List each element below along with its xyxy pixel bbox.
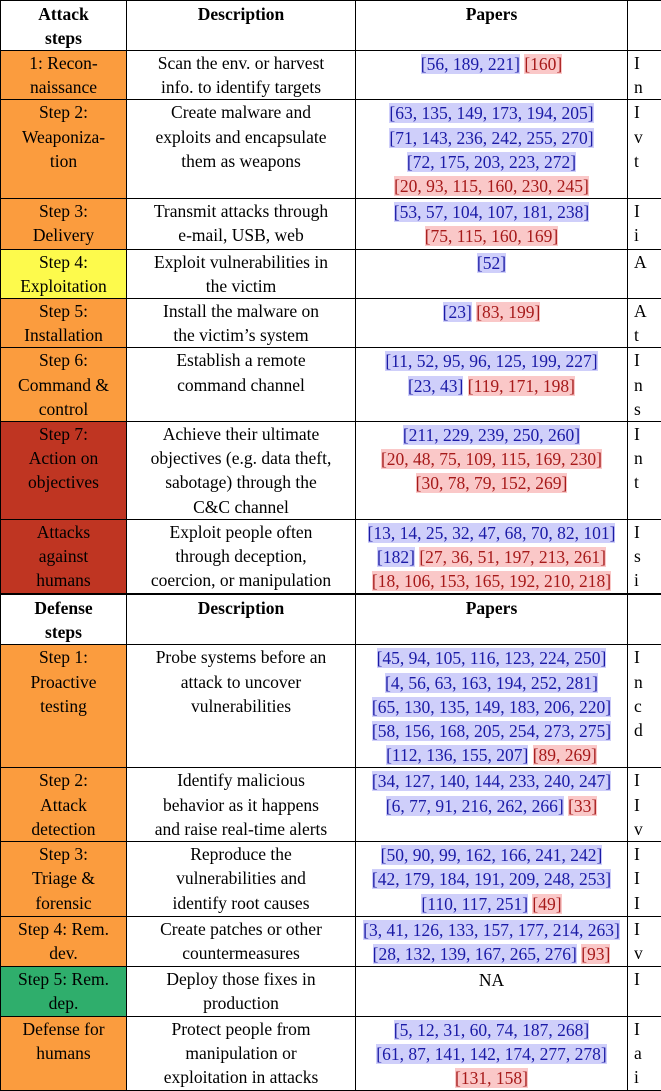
defense-papers-cell <box>356 1016 628 1091</box>
attack-description-line: the victim’s system <box>173 325 309 346</box>
attack-papers-header: Papers <box>356 1 628 51</box>
attack-step-cell <box>1 199 127 249</box>
attack-step-label: tion <box>49 150 78 171</box>
clipped-text: n <box>634 448 643 469</box>
citation-group[interactable]: [34, 127, 140, 144, 233, 240, 247] <box>371 771 612 792</box>
defense-step-cell <box>1 916 127 966</box>
attack-steps-header-label: Attack steps <box>38 4 89 48</box>
attack-step-cell <box>1 299 127 348</box>
papers-line <box>356 892 627 916</box>
citation-group[interactable]: [119, 171, 198] <box>467 375 576 396</box>
defense-description-header: Description <box>127 594 356 645</box>
attack-row <box>1 199 661 249</box>
attack-description-line: them as weapons <box>181 150 301 171</box>
attack-step-label: Step 2: <box>38 102 89 123</box>
defense-clipped-cell <box>628 967 661 1016</box>
defense-step-cell <box>1 1016 127 1091</box>
attack-clipped-cell <box>628 348 661 422</box>
attack-description-line: coercion, or manipulation <box>150 570 332 591</box>
papers-line <box>356 843 627 867</box>
defense-description-cell <box>127 916 356 966</box>
attack-description-line: command channel <box>177 374 305 395</box>
citation-group[interactable]: [6, 77, 91, 216, 262, 266] <box>385 795 564 816</box>
attack-clipped-cell <box>628 422 661 520</box>
defense-papers-cell <box>356 967 628 1016</box>
papers-line <box>356 968 627 992</box>
clipped-text: I <box>634 201 640 222</box>
clipped-text: n <box>634 374 643 395</box>
attack-papers-cell <box>356 348 628 422</box>
attack-step-cell <box>1 249 127 298</box>
defense-step-label: Attack <box>40 794 87 815</box>
attack-description-line: the victim <box>205 275 277 296</box>
defense-step-label: Step 2: <box>38 770 89 791</box>
defense-description-line: and raise real-time alerts <box>154 818 328 839</box>
attack-step-cell <box>1 348 127 422</box>
papers-line <box>356 101 627 125</box>
papers-line <box>356 867 627 891</box>
clipped-text: I <box>634 868 640 889</box>
citation-group[interactable]: [182] <box>377 547 415 568</box>
defense-step-label: Step 5: Rem. <box>18 969 109 990</box>
citation-group[interactable]: [112, 136, 155, 207] <box>386 745 529 766</box>
attack-description-cell <box>127 51 356 100</box>
papers-line <box>356 918 627 942</box>
attack-description-line: sabotage) through the <box>165 472 317 493</box>
table-body <box>1 1 661 1091</box>
defense-description-cell <box>127 1016 356 1091</box>
papers-line <box>356 695 627 719</box>
attack-row <box>1 348 661 422</box>
citation-group[interactable]: [30, 78, 79, 152, 269] <box>415 473 568 494</box>
defense-description-line: behavior as it happens <box>163 794 319 815</box>
attack-description-line: through deception, <box>175 546 307 567</box>
citation-group[interactable]: [42, 179, 184, 191, 209, 248, 253] <box>371 869 612 890</box>
papers-line <box>356 545 627 569</box>
citation-group[interactable]: [33] <box>568 795 598 816</box>
attack-step-label: Step 7: <box>38 424 89 445</box>
attack-row <box>1 422 661 520</box>
defense-clipped-header <box>628 594 661 645</box>
attack-papers-cell <box>356 519 628 594</box>
citation-group[interactable]: [61, 87, 141, 142, 174, 277, 278] <box>376 1043 607 1064</box>
citation-group[interactable]: [72, 175, 203, 223, 272] <box>406 151 577 172</box>
citation-group[interactable]: [58, 156, 168, 205, 254, 273, 275] <box>371 721 612 742</box>
clipped-text <box>634 274 661 298</box>
attack-description-line: Install the malware on <box>163 301 319 322</box>
defense-papers-header: Papers <box>356 594 628 645</box>
defense-description-cell <box>127 967 356 1016</box>
attack-step-label: Step 4: <box>38 251 89 272</box>
citation-group[interactable]: [93] <box>581 943 611 964</box>
defense-step-cell <box>1 768 127 842</box>
clipped-text: I <box>634 521 640 542</box>
citation-group[interactable]: [27, 36, 51, 197, 213, 261] <box>419 547 606 568</box>
defense-step-cell <box>1 645 127 768</box>
citation-group[interactable]: [160] <box>524 54 563 74</box>
attack-description-cell <box>127 299 356 348</box>
clipped-text: I <box>634 102 640 123</box>
papers-line <box>356 1066 627 1090</box>
attack-step-cell <box>1 519 127 594</box>
defense-description-line: Protect people from <box>171 1018 311 1039</box>
attack-step-label: humans <box>36 570 91 591</box>
attack-clipped-header <box>628 1 661 51</box>
citation-group[interactable]: [71, 143, 236, 242, 255, 270] <box>389 127 594 148</box>
clipped-text: I <box>634 892 640 913</box>
clipped-text: I <box>634 969 640 990</box>
defense-clipped-cell <box>628 1016 661 1091</box>
clipped-text: n <box>634 671 643 692</box>
clipped-text: v <box>634 942 643 963</box>
defense-step-label: Proactive <box>30 671 97 692</box>
papers-line <box>356 719 627 743</box>
attack-papers-cell <box>356 299 628 348</box>
defense-description-cell <box>127 645 356 768</box>
attack-step-label: Weaponiza- <box>21 126 106 147</box>
citation-group[interactable]: [20, 93, 115, 160, 230, 245] <box>394 176 589 197</box>
not-applicable-text: NA <box>478 970 505 991</box>
papers-line <box>356 447 627 471</box>
attack-papers-cell <box>356 100 628 199</box>
defense-description-line: Create patches or other <box>160 918 322 939</box>
attack-description-line: Establish a remote <box>176 350 306 371</box>
attack-row <box>1 51 661 100</box>
citation-group[interactable]: [11, 52, 95, 96, 125, 199, 227] <box>385 351 598 372</box>
defense-header-row <box>1 594 661 645</box>
clipped-text: i <box>634 1066 639 1087</box>
papers-line <box>356 1042 627 1066</box>
citation-group[interactable]: [75, 115, 160, 169] <box>424 226 559 247</box>
attack-description-line: e-mail, USB, web <box>178 225 304 246</box>
defense-papers-cell <box>356 768 628 842</box>
citation-group[interactable]: [53, 57, 104, 107, 181, 238] <box>393 202 590 223</box>
defense-papers-cell <box>356 842 628 917</box>
papers-line <box>356 150 627 174</box>
attack-description-header: Description <box>127 1 356 51</box>
defense-description-cell <box>127 842 356 917</box>
papers-line <box>356 300 627 324</box>
clipped-text: I <box>634 1018 640 1039</box>
papers-line <box>356 251 627 275</box>
citation-group[interactable]: [110, 117, 251] <box>421 893 529 914</box>
attack-description-line: objectives (e.g. data theft, <box>150 448 332 469</box>
clipped-text: v <box>634 126 643 147</box>
attack-step-cell <box>1 422 127 520</box>
attack-step-label: Command & <box>18 374 109 395</box>
attack-step-label: against <box>38 546 89 567</box>
citation-group[interactable]: [28, 132, 139, 167, 265, 276] <box>372 943 577 964</box>
defense-step-label: dev. <box>49 942 78 963</box>
defense-clipped-cell <box>628 916 661 966</box>
attack-description-line: info. to identify targets <box>160 77 322 98</box>
attack-header-row <box>1 1 661 51</box>
citation-group[interactable]: [20, 48, 75, 109, 115, 169, 230] <box>380 449 602 470</box>
defense-description-line: vulnerabilities and <box>176 868 306 889</box>
citation-group[interactable]: [4, 56, 63, 163, 194, 252, 281] <box>385 672 598 693</box>
attack-clipped-cell <box>628 519 661 594</box>
citation-group[interactable]: [52] <box>476 252 507 273</box>
attack-clipped-cell <box>628 299 661 348</box>
clipped-text: I <box>634 53 640 73</box>
clipped-text: s <box>634 398 641 419</box>
citation-group[interactable]: [3, 41, 126, 133, 157, 177, 214, 263] <box>363 919 620 940</box>
citation-group[interactable]: [131, 158] <box>455 1067 528 1088</box>
defense-description-line: Identify malicious <box>177 770 305 791</box>
citation-group[interactable]: [23, 43] <box>407 375 464 396</box>
attack-description-line: Transmit attacks through <box>153 201 329 222</box>
defense-row <box>1 967 661 1016</box>
papers-line <box>356 200 627 224</box>
clipped-text: A <box>634 251 647 272</box>
papers-line <box>356 52 627 76</box>
citation-group[interactable]: [63, 135, 149, 173, 194, 205] <box>389 103 594 124</box>
attack-description-line: Scan the env. or harvest <box>157 53 325 73</box>
defense-description-line: Probe systems before an <box>155 647 327 668</box>
attack-step-label: Action on <box>28 448 99 469</box>
clipped-text: I <box>634 844 640 865</box>
defense-description-line: identify root causes <box>172 892 310 913</box>
citation-group[interactable]: [49] <box>532 893 562 914</box>
clipped-text: a <box>634 1042 642 1063</box>
citation-group[interactable]: [89, 269] <box>532 745 597 766</box>
defense-step-label: Defense for <box>22 1018 105 1039</box>
clipped-text: s <box>634 546 641 567</box>
citation-group[interactable]: [56, 189, 221] <box>420 54 520 74</box>
papers-line <box>356 349 627 373</box>
defense-clipped-cell <box>628 768 661 842</box>
attack-clipped-cell <box>628 249 661 298</box>
defense-step-label: Step 3: <box>38 844 89 865</box>
clipped-text: I <box>634 770 640 791</box>
clipped-text <box>634 991 661 1015</box>
papers-line <box>356 794 627 818</box>
defense-description-line: manipulation or <box>185 1042 297 1063</box>
papers-line <box>356 174 627 198</box>
defense-step-label: forensic <box>35 892 92 913</box>
attack-step-label: Step 3: <box>38 201 89 222</box>
attack-papers-cell <box>356 249 628 298</box>
defense-step-label: humans <box>36 1042 91 1063</box>
attack-step-cell <box>1 51 127 100</box>
defense-steps-header-label: Defense steps <box>34 598 93 643</box>
attack-description-line: exploits and encapsulate <box>155 126 327 147</box>
defense-description-line: attack to uncover <box>180 671 302 692</box>
clipped-text <box>634 742 661 766</box>
citation-group[interactable]: [83, 199] <box>476 302 541 323</box>
papers-line <box>356 126 627 150</box>
defense-description-line: exploitation in attacks <box>163 1066 319 1087</box>
defense-clipped-cell <box>628 842 661 917</box>
attack-papers-cell <box>356 422 628 520</box>
clipped-text: t <box>634 150 639 171</box>
defense-row <box>1 645 661 768</box>
attack-clipped-cell <box>628 199 661 249</box>
attack-row <box>1 299 661 348</box>
citation-group[interactable]: [45, 94, 105, 116, 123, 224, 250] <box>376 648 607 669</box>
clipped-text: I <box>634 350 640 371</box>
defense-step-label: Triage & <box>31 868 96 889</box>
attack-clipped-cell <box>628 100 661 199</box>
clipped-text: t <box>634 325 639 346</box>
attack-description-cell <box>127 348 356 422</box>
clipped-text: n <box>634 77 643 98</box>
defense-description-line: countermeasures <box>182 942 300 963</box>
defense-step-cell <box>1 967 127 1016</box>
defense-description-line: Reproduce the <box>190 844 292 865</box>
clipped-text: c <box>634 695 642 716</box>
defense-step-label: testing <box>40 695 87 716</box>
papers-line <box>356 743 627 767</box>
attack-description-line: Exploit people often <box>169 521 313 542</box>
clipped-text: I <box>634 794 640 815</box>
attack-step-label: Attacks <box>36 521 91 542</box>
attack-description-cell <box>127 199 356 249</box>
papers-line <box>356 569 627 593</box>
papers-line <box>356 942 627 966</box>
defense-description-cell <box>127 768 356 842</box>
defense-step-label: dep. <box>48 993 79 1014</box>
citation-group[interactable]: [13, 14, 25, 32, 47, 68, 70, 82, 101] <box>367 522 616 543</box>
attack-step-label: Step 5: <box>38 301 89 322</box>
attack-row <box>1 249 661 298</box>
clipped-text: I <box>634 424 640 445</box>
attack-description-line: Create malware and <box>171 102 311 123</box>
papers-line <box>356 224 627 248</box>
defense-description-line: vulnerabilities <box>190 695 292 716</box>
defense-clipped-cell <box>628 645 661 768</box>
attack-row <box>1 519 661 594</box>
attack-step-label: Installation <box>24 325 103 346</box>
clipped-text: t <box>634 472 639 493</box>
clipped-text: A <box>634 301 647 322</box>
papers-line <box>356 671 627 695</box>
attack-step-label: Step 6: <box>38 350 89 371</box>
defense-description-line: production <box>203 993 279 1014</box>
papers-line <box>356 423 627 447</box>
citation-group[interactable]: [5, 12, 31, 60, 74, 187, 268] <box>393 1019 590 1040</box>
defense-row <box>1 768 661 842</box>
clipped-text: v <box>634 818 643 839</box>
papers-line <box>356 1018 627 1042</box>
papers-line <box>356 374 627 398</box>
clipped-text: i <box>634 225 639 246</box>
clipped-text <box>634 173 661 197</box>
defense-step-label: Step 4: Rem. <box>18 918 109 939</box>
clipped-text: I <box>634 918 640 939</box>
citation-group[interactable]: [18, 106, 153, 165, 192, 210, 218] <box>371 571 612 592</box>
defense-step-label: detection <box>31 818 96 839</box>
citation-group[interactable]: [65, 130, 135, 149, 183, 206, 220] <box>371 696 612 717</box>
attack-step-cell <box>1 100 127 199</box>
papers-line <box>356 521 627 545</box>
attack-description-cell <box>127 422 356 520</box>
attack-step-label: control <box>38 398 89 419</box>
attack-description-cell <box>127 100 356 199</box>
defense-papers-cell <box>356 916 628 966</box>
attack-steps-header <box>1 1 127 51</box>
attack-step-label: naissance <box>29 77 98 98</box>
clipped-text: i <box>634 570 639 591</box>
defense-step-label: Step 1: <box>38 647 89 668</box>
attack-clipped-cell <box>628 51 661 100</box>
attack-step-label: 1: Recon- <box>29 53 98 73</box>
clipped-text <box>634 495 661 519</box>
attack-papers-cell <box>356 199 628 249</box>
papers-line <box>356 646 627 670</box>
defense-row <box>1 1016 661 1091</box>
clipped-text: I <box>634 647 640 668</box>
citation-group[interactable]: [50, 90, 99, 162, 166, 241, 242] <box>380 845 603 866</box>
attack-step-label: objectives <box>28 472 99 493</box>
attack-description-cell <box>127 249 356 298</box>
defense-papers-cell <box>356 645 628 768</box>
defense-step-cell <box>1 842 127 917</box>
defense-row <box>1 916 661 966</box>
citation-group[interactable]: [23] <box>442 302 472 323</box>
defense-row <box>1 842 661 917</box>
attack-step-label: Delivery <box>32 225 95 246</box>
papers-line <box>356 471 627 495</box>
attack-row <box>1 100 661 199</box>
attack-step-label: Exploitation <box>20 275 107 296</box>
attack-description-line: C&C channel <box>193 496 289 517</box>
attack-description-cell <box>127 519 356 594</box>
papers-line <box>356 769 627 793</box>
attack-description-line: Exploit vulnerabilities in <box>153 251 328 272</box>
attack-papers-cell <box>356 51 628 100</box>
attack-description-line: Achieve their ultimate <box>162 424 320 445</box>
defense-description-line: Deploy those fixes in <box>166 969 316 990</box>
clipped-text: d <box>634 720 643 741</box>
defense-steps-header <box>1 594 127 645</box>
citation-group[interactable]: [211, 229, 239, 250, 260] <box>402 425 581 446</box>
